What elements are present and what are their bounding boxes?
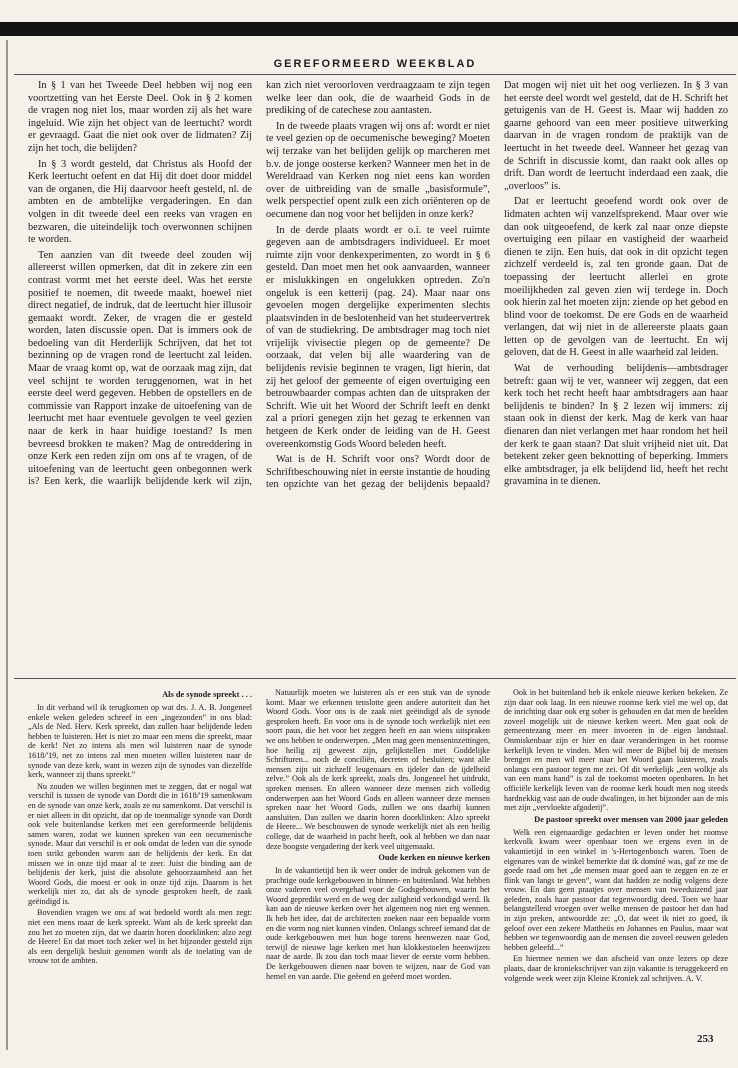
article-paragraph: In de derde plaats wordt er o.i. te veel ruimte gegeven aan de ambtsdragers individueel. Er moet ruimte zijn voor denkexperimenten, zo wordt in § 6 gesteld. Dan moet men het ook aanvaarden, wanneer er mislukkingen en ongelukken optreden. Zo'n ongeluk is een ketterij (pag. 24). Maar naar ons gevoelen mogen dergelijke experimenten slechts plaatsvinden in de beslotenheid van het studeervertrek of van de studiekring. De ambtsdrager mag toch niet vrijelijk vivisectie plegen op de gemeente? De oorzaak, dat velen bij alle waardering van de belijdenis revisie beginnen te vragen, ligt hierin, dat zij het geloof der gemeente of eigen overtuiging een betrouwbaarder compas achten dan de uitspraken der Schrift. Wie uit het Woord der Schrift leeft en denkt zal a priori genegen zijn het gezag te erkennen van hetgeen de Kerk onder de leiding van de H. Geest overeenkomstig Gods Woord beleden heeft. (266, 224, 490, 450)
chronicle-paragraph: In de vakantietijd ben ik weer onder de indruk gekomen van de prachtige oude kerkgebouwen in binnen- en buitenland. Wat hebben onze vaderen veel overgehad voor de Godsgebouwen, waarin het Woord gepredikt werd en de weg der zaligheid verkondigd werd. Ik kan aan de nieuwe kerken over het algemeen nog niet erg wennen. Ik heb het idee, dat de architecten zoeken naar een bepaalde vorm en die vorm nog niet kunnen vinden. Onlangs schreef iemand dat de oude kerkgebouwen met hun hoge torens heenwezen naar God, terwijl de nieuwe lage kerken met hun klokkestoelen heenwijzen naar de aarde. Ik zou dan toch maar liever de eerste vorm hebben. De kerkgebouwen dienen naar boven te wijzen, naar de God van hemel en van aarde. Die geëend en geëerd moet worden. (266, 866, 490, 981)
page-header-title: GEREFORMEERD WEEKBLAD (273, 58, 477, 70)
chronicle-paragraph: Welk een eigenaardige gedachten er leven onder het roomse kerkvolk kwam weer openbaar toen we ergens even in de vakantietijd in een winkel in 's-Hertogenbosch waren. Toen de eigenares van de winkel bemerkte dat ik dominé was, gaf ze me de goede raad om het „de mensen maar goed aan te zeggen en ze er flink van langs te geven”, want dat hadden ze nodig volgens deze vrouw. En dan geen praatjes over mensen van tweeduizend jaar geleden, zoals haar pastoor dat tegenwoordig deed. Toen we haar belangstellend vroegen over welke mensen de pastoor het dan had in zijn preken, antwoordde ze: „O, dat weet ik niet zo goed, ik geloof over een zekere Mattheüs en Johannes en Paulus, maar wat hebben we tegenwoordig aan de mensen die zoveel eeuwen geleden hebben geleefd...” (504, 827, 728, 952)
article-paragraph: Dat er leertucht geoefend wordt ook over de lidmaten achten wij vanzelfsprekend. Maar over wie dan ook uitgeoefend, de kerk zal naar onze diepste overtuiging een pilaar en vastigheid der waarheid dienen te zijn. Een huis, dat ook in dit opzicht tegen zichzelf verdeeld is, zal ten gronde gaan. Dat de toepassing der leertucht allerlei en grote moeilijkheden zal geven zien wij terdege in. Doch ook hierin zal het moeten zijn: ziende op het gebod en blind voor de toekomst. De ere Gods en de waarheid verlangen, dat wij niet in de allereerste plaats gaan letten op de gevolgen van de leertucht. En wij geloven, dat de H. Geest in alle waarheid zal leiden. (504, 196, 728, 359)
page-binding-edge (6, 40, 8, 1050)
section-heading: De pastoor spreekt over mensen van 2000 jaar geleden (534, 814, 728, 824)
main-article (28, 80, 728, 672)
chronicle-section (28, 688, 728, 1024)
section-divider-rule (14, 678, 736, 679)
chronicle-paragraph: Bovendien vragen we ons af wat bedoeld wordt als men zegt: niet een mens maar de kerk spreekt. Want als de kerk spreekt dan zou het zo moeten zijn, dat we daarin horen doorklinken: alzo zegt de Heere! En dat moet toch zeker wel in het bijzonder gesteld zijn als een dergelijk besluit genomen wordt als de toelating van de vrouw tot de ambten. (28, 908, 252, 966)
article-paragraph: In de tweede plaats vragen wij ons af: wordt er niet te veel gezien op de oecumenische beweging? Moeten wij terzake van het belijden gelijk op marcheren met b.v. de jonge oosterse kerken? Wanneer men het in de Wereldraad van Kerken nog niet eens kan worden over de uitbreiding van de smalle „basisformule”, welk perspectief opent zulk een zich oriënteren op de oecumene dan nog voor het belijden in onze kerk? (266, 120, 490, 220)
header-rule (14, 74, 736, 75)
chronicle-paragraph: In dit verband wil ik terugkomen op wat drs. J. A. B. Jongeneel enkele weken geleden schreef in een „ingezonden” in ons blad: „Als de Ned. Herv. Kerk spreekt, dan zullen haar belijdende leden hebben te luisteren. Het is niet zo maar een mens die spreekt, maar de kerk! Net zo intens als men wil luisteren naar de synode 1618/'19, net zo intens zal men moeten willen luisteren naar de synode van deze kerk, want in wezen zijn de synodes van diezelfde kerk, wanneer zij thans spreekt.” (28, 703, 252, 780)
chronicle-paragraph: Ook in het buitenland heb ik enkele nieuwe kerken bekeken. Ze zijn daar ook laag. In een nieuwe roomse kerk viel me wel op, dat de inrichting daar ook erg sober is gehouden en dat men de beelden zoveel mogelijk uit de nieuwe kerken weert. Men gaat ook de gemeentezang meer en meer invoeren in de eigen landstaal. Onmiskenbaar zijn er hier en daar veranderingen in het roomse kerkelijk leven te vinden. Men wil meer de Bijbel bij de mensen brengen en men wil meer naar het Woord gaan luisteren, zoals onlangs een pastoor tegen me zei. Of dit werkelijk „een wolkje als van een mans hand” is zal de toekomst moeten openbaren. In het officiële kerkelijk leven van de roomse kerk houdt men nog steeds hardnekkig vast aan de oude dwalingen, in het bijzonder aan de mis met zijn „vervloekte afgoderij”. (504, 688, 728, 813)
chronicle-paragraph: En hiermee nemen we dan afscheid van onze lezers op deze plaats, daar de kroniekschrijver van zijn vakantie is teruggekeerd en volgende week weer zijn Kleine Kroniek zal schrijven. A. V. (504, 954, 728, 983)
page-number: 253 (697, 1033, 714, 1045)
section-heading: Als de synode spreekt . . . (162, 690, 252, 699)
article-paragraph: In § 1 van het Tweede Deel hebben wij nog een voortzetting van het Eerste Deel. Ook in § 2 komen de vragen nog niet los, maar worden zij als het ware ingeluid. Wie zijn het object van de leertucht? wordt er gevraagd. Gaat die niet ook over de lidmaten? Zij zijn het toch, die belijden? (28, 80, 252, 154)
chronicle-paragraph: Natuurlijk moeten we luisteren als er een stuk van de synode komt. Maar we erkennen tenslotte geen andere autoriteit dan het Woord Gods. Voor ons is de zaak niet geëindigd als de synode gesproken heeft. En voor ons is de synode toch werkelijk niet een soort paus, die het voor het zeggen heeft en aan wiens uitspraken we ons hebben te onderwerpen. „Men mag geen menseninzettingen, hoe heilig zij geweest zijn, gelijkstellen met Goddelijke Schrifturen... noch de conciliën, decreten of besluiten; want alle mensen zijn uit zichzelf leugenaars en ijdeler dan de ijdelheid zelve.” Ook als de kerk spreekt, zoals drs. Jongeneel het uitdrukt, spreken mensen. En alleen wanneer deze mensen zich volledig onderwerpen aan het Woord Gods en alleen wanneer deze mensen spreken naar het Woord Gods, zullen we ons daarbij kunnen aansluiten. Dan zullen we daarin horen doorklinken: Alzo spreekt de Heere... We beschouwen de synode werkelijk niet als een heilig college, dat de waarheid in pacht heeft, ook al hebben we dan naar deze hoogste vergadering der kerk veel uitgemaakt. (266, 688, 490, 851)
section-heading: Oude kerken en nieuwe kerken (378, 853, 490, 863)
chronicle-paragraph: Nu zouden we willen beginnen met te zeggen, dat er nogal wat verschil is tussen de synode van Dordt die in 1618/'19 samenkwam en de synode van onze kerk, zoals ze nu samenkomt. Dat verschil is er niet alleen in dit opzicht, dat op de toenmalige synode van Dordt ook vele buitenlandse kerken met een gereformeerde belijdenis samen waren, zodat we kunnen spreken van een oecumenische synode. Maar dat verschil is er ook omdat de leden van die synode toen strikt gebonden waren aan de belijdenis der kerk. En dat missen we in onze tijd maar al te zeer. Juist die binding aan de belijdenis der kerk, juist die absolute gehoorzaamheid aan het Woord Gods, die moest er ook in onze tijd zijn. Daarom is het werkelijk niet zo, dat als de synode gesproken heeft, de zaak geëindigd is. (28, 781, 252, 906)
article-paragraph: Ten aanzien van dit tweede deel zouden wij allereerst willen opmerken, dat dit in zekere zin een contrast vormt met het eerste deel. Was het eerste positief te noemen, dit tweede maakt, hoewel niet direct negatief, de indruk, dat de leertucht hier illusoir gemaakt wordt. Zeker, de vragen die er gesteld worden, laten discussie open. Dat is immers ook de bedoeling van dit Herderlijk Schrijven, dat het tot bezinning op de vragen rond de leertucht zal leiden. Maar de vraag komt op, wat de oorzaak mag zijn, dat veel schijnt te worden teruggenomen, wat in het eerste deel werd gegeven. Hebben de opstellers en de commissie van Rapport inzake de uitoefening van de leertucht met haar eventuele gevolgen te veel gezien naar de kerk in haar huidige toestand? Is men bevreesd brokken te maken? Mag de ontreddering in onze Kerk een reden zijn om ons af te vragen, of de uitoefening van de leertucht geen onbegonnen werk is? Een kerk, die waarlijk belijdende kerk wil zijn, kan zich niet veroorloven verdraagzaam te zijn tegen welke leer dan ook, die de waarheid Gods in de prediking of de catechese zou aantasten. (28, 80, 490, 488)
article-paragraph: In § 3 wordt gesteld, dat Christus als Hoofd der Kerk leertucht oefent en dat Hij dit doet door middel van de organen, die Hij daarvoor heeft gesteld, nl. de ambten en de ambtelijke vergaderingen. En dan volgen in dit tweede deel een reeks van vragen en bezwaren, die uiteindelijk toch overwonnen schijnen te worden. (28, 158, 252, 246)
article-paragraph: Wat de verhouding belijdenis—ambtsdrager betreft: gaan wij te ver, wanneer wij zeggen, dat een kerk toch het recht heeft haar ambtsdragers aan haar belijdenis te binden? In § 2 lezen wij immers: zij staan ook in dienst der kerk. Mag de kerk van haar dienaren dan niet verlangen met haar rondom het heil der kerk te gaan staan? Dat sluit vrijheid niet uit. Dat betekent zeker geen beknotting of beperking. Immers elke ambtsdrager, ja elk belijdend lid, heeft het recht gravamina in te dienen. (504, 363, 728, 488)
article-paragraph: Wat is de H. Schrift voor ons? Wordt door de Schriftbeschouwing niet in eerste instantie de houding ten opzichte van het gezag der belijdenis bepaald? Dat mogen wij niet uit het oog verliezen. In § 3 van het eerste deel wordt wel gesteld, dat de H. Schrift het getuigenis van de H. Geest is. Maar wij hadden zo gaarne gehoord van een meer positieve uitwerking daarvan in de vragen rondom de praktijk van de leertucht in het tweede deel. Wanneer het gezag van de Schrift in discussie komt, dan raakt ook alles op drift. Dan wordt de leertucht inderdaad een zaak, die „overloos” is. (266, 80, 728, 491)
top-black-band (0, 22, 738, 36)
